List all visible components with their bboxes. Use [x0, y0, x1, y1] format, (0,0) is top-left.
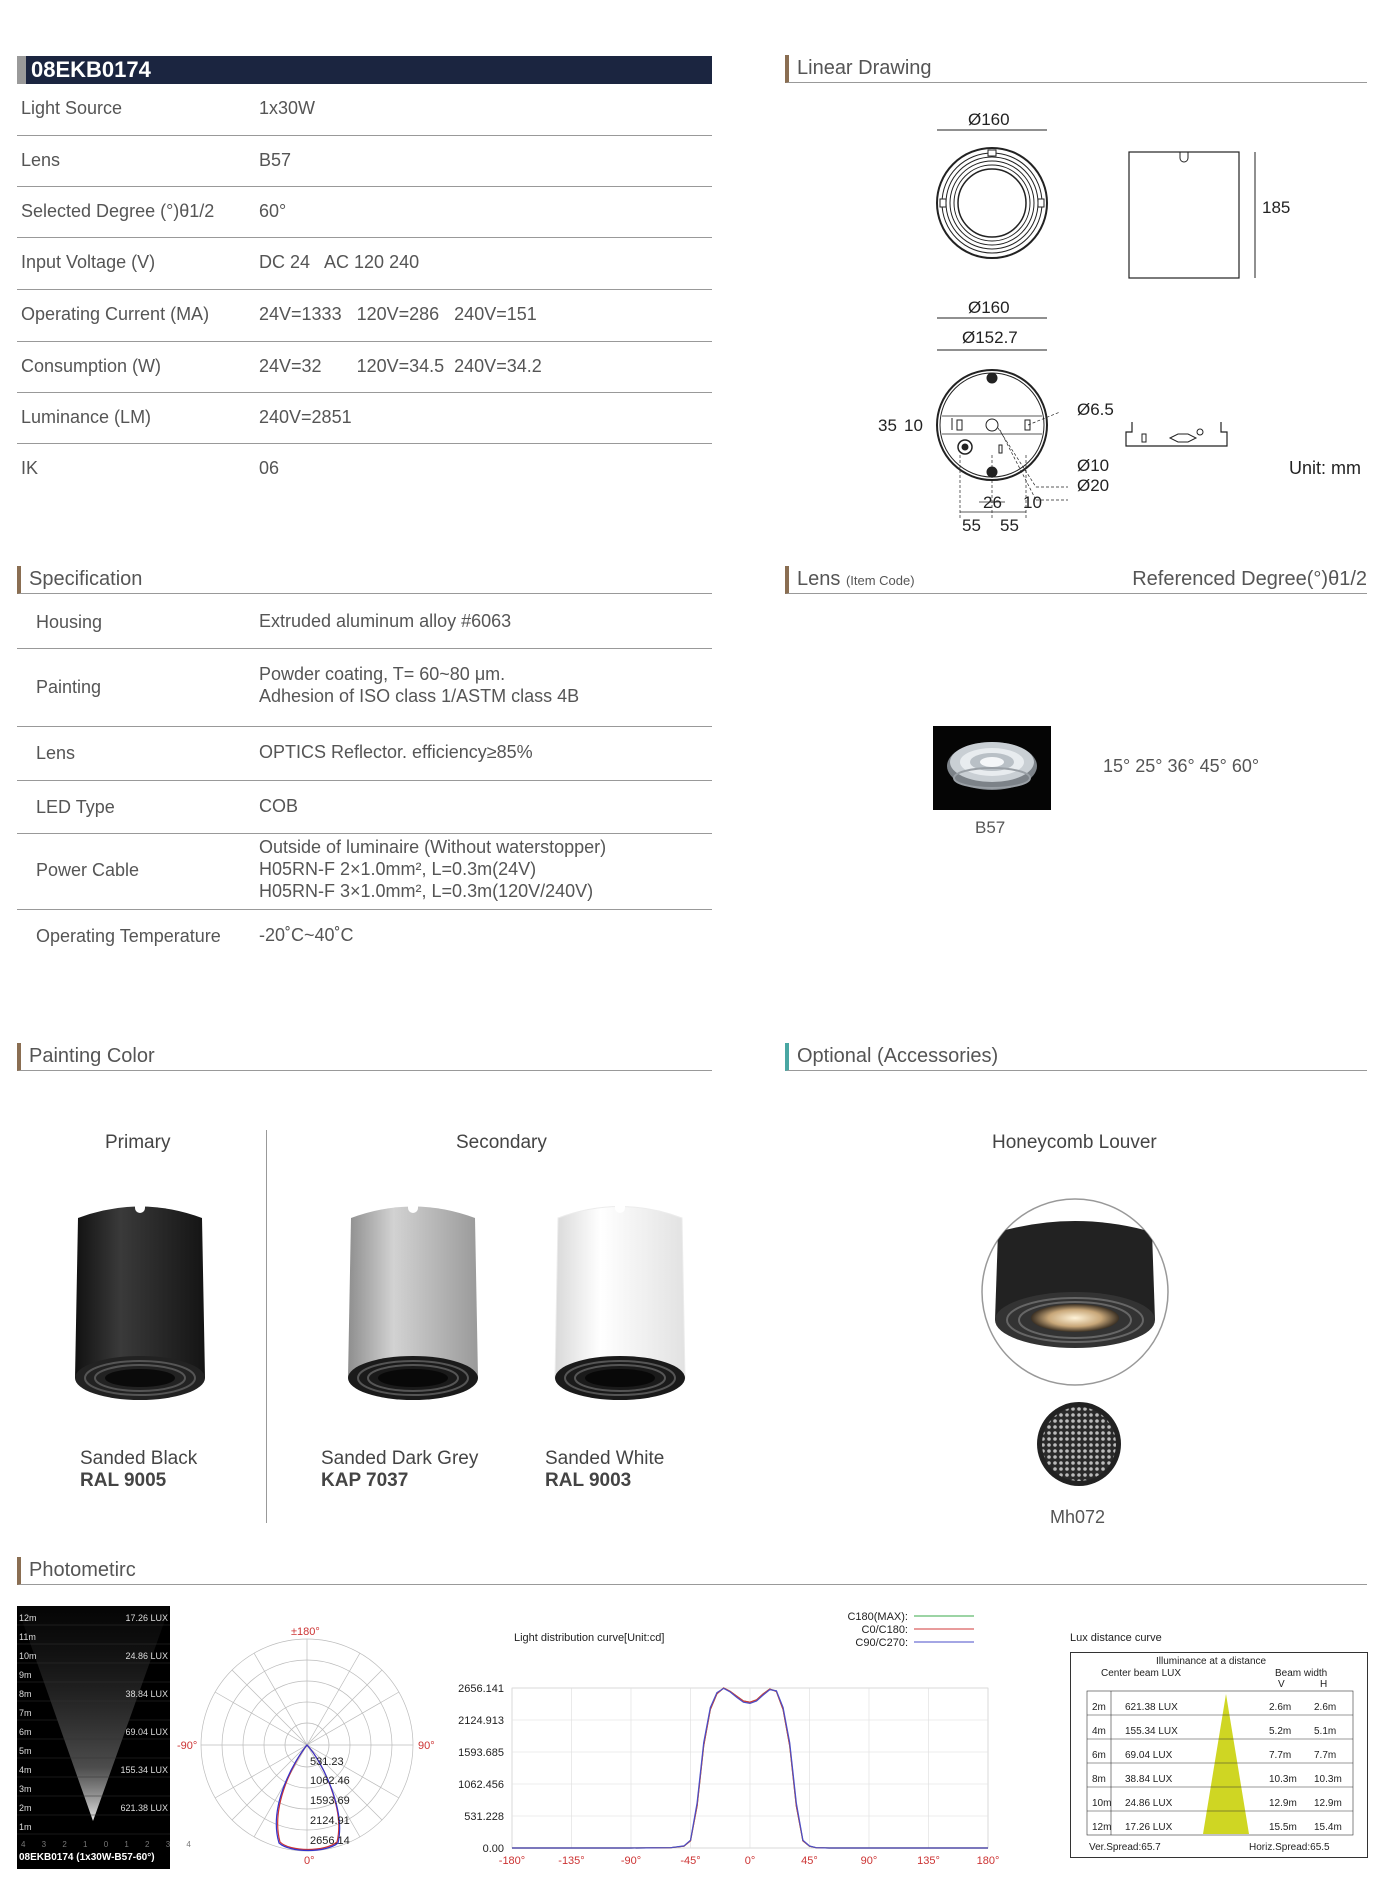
spec-value-line: H05RN-F 3×1.0mm², L=0.3m(120V/240V): [259, 881, 594, 901]
spec-value-line: Outside of luminaire (Without waterstopper): [259, 837, 607, 857]
spec-value-line: H05RN-F 2×1.0mm², L=0.3m(24V): [259, 859, 537, 879]
y-tick-label: 1593.685: [458, 1747, 504, 1759]
swatch-name-black: Sanded Black: [80, 1448, 198, 1469]
beam-row: [19, 1723, 168, 1742]
swatch-name-dark-grey: Sanded Dark Grey: [321, 1448, 479, 1469]
lux-row-h: 7.7m: [1314, 1750, 1337, 1761]
spec-label: Lens: [36, 743, 76, 763]
dim-35: 35: [878, 416, 897, 435]
beam-row: [19, 1704, 168, 1723]
lens-degrees: 15° 25° 36° 45° 60°: [1103, 756, 1260, 776]
spec-label: Lens: [21, 150, 61, 170]
side-view: [1129, 152, 1255, 278]
spec-label: Luminance (LM): [21, 407, 152, 427]
beam-row-distance: 12m: [19, 1613, 37, 1623]
swatch-code-dark-grey: KAP 7037: [321, 1470, 409, 1491]
beam-row-distance: 3m: [19, 1784, 32, 1794]
dim-height-185: 185: [1262, 198, 1291, 217]
lens-image: [933, 726, 1051, 810]
color-divider: [266, 1130, 267, 1523]
beam-row: [19, 1628, 168, 1647]
polar-label-left: -90°: [177, 1740, 198, 1752]
unit-label: Unit: mm: [1289, 458, 1361, 478]
x-tick-label: 135°: [917, 1855, 940, 1867]
beam-row-distance: 10m: [19, 1651, 37, 1661]
spec-row-consumption: [17, 342, 712, 393]
lux-col-beam: Beam width: [1275, 1668, 1328, 1679]
legend-label: C90/C270:: [855, 1637, 908, 1649]
lux-row-lux: 38.84 LUX: [1125, 1774, 1173, 1785]
photometric-title: Photometirc: [17, 1557, 1367, 1585]
chart-title: Light distribution curve[Unit:cd]: [514, 1632, 665, 1644]
beam-row-lux: 69.04 LUX: [125, 1727, 168, 1737]
model-title: 08EKB0174: [17, 56, 712, 84]
polar-ring-label: 531.23: [310, 1756, 344, 1768]
beam-row-distance: 2m: [19, 1803, 32, 1813]
lux-table: [1070, 1652, 1368, 1858]
beam-row-distance: 4m: [19, 1765, 32, 1775]
chart-x-ticks: [499, 1855, 1000, 1867]
swatch-code-black: RAL 9005: [80, 1470, 167, 1491]
lux-row-v: 7.7m: [1269, 1750, 1292, 1761]
spec-label: Painting: [36, 677, 102, 697]
polar-ring-label: 1062.46: [310, 1775, 350, 1787]
spec-painting: [17, 649, 712, 727]
y-tick-label: 2656.141: [458, 1683, 504, 1695]
spec-value: [259, 663, 579, 707]
lux-ver-spread: Ver.Spread:65.7: [1089, 1842, 1161, 1853]
fixture-dark-grey: [333, 1190, 493, 1415]
beam-row: [19, 1685, 168, 1704]
chart-grid: [512, 1688, 988, 1848]
fixture-white: [540, 1190, 700, 1415]
polar-label-bottom: 0°: [304, 1855, 315, 1867]
painting-color-title: Painting Color: [17, 1043, 712, 1071]
lux-row-h: 2.6m: [1314, 1702, 1337, 1713]
dim-diameter-160-mount: Ø160: [968, 298, 1010, 317]
lux-row-distance: 2m: [1092, 1702, 1106, 1713]
lux-row-distance: 10m: [1092, 1798, 1112, 1809]
light-distribution-chart: [440, 1600, 1065, 1875]
legend-label: C180(MAX):: [847, 1611, 908, 1623]
chart-legend: [847, 1611, 974, 1649]
beam-row-distance: 7m: [19, 1708, 32, 1718]
beam-row: [19, 1609, 168, 1628]
lux-rows: [1089, 1696, 1353, 1840]
beam-row: [19, 1780, 168, 1799]
lux-row-v: 5.2m: [1269, 1726, 1292, 1737]
spec-label: Selected Degree (°)θ1/2: [21, 201, 215, 221]
beam-row-distance: 11m: [19, 1632, 36, 1642]
spec-row-ik: [17, 444, 712, 496]
lux-row-h: 5.1m: [1314, 1726, 1337, 1737]
spec-value: 1x30W: [259, 98, 316, 118]
polar-ring-label: 2656.14: [310, 1835, 350, 1847]
x-tick-label: 90°: [860, 1855, 878, 1867]
beam-row: [19, 1647, 168, 1666]
lux-row: [1089, 1792, 1353, 1816]
lux-col-h: H: [1320, 1679, 1328, 1690]
spec-value: Extruded aluminum alloy #6063: [259, 611, 512, 631]
x-tick-label: -135°: [558, 1855, 585, 1867]
spec-lens: [17, 727, 712, 781]
beam-row-distance: 1m: [19, 1822, 32, 1832]
polar-ring-label: 1593.69: [310, 1795, 350, 1807]
lux-col-v: V: [1278, 1679, 1285, 1690]
lens-right-title: Referenced Degree(°)θ1/2: [1132, 568, 1367, 590]
spec-value-line: Adhesion of ISO class 1/ASTM class 4B: [259, 686, 580, 706]
spec-label: LED Type: [36, 797, 115, 817]
beam-row-distance: 8m: [19, 1689, 32, 1699]
spec-value: 60°: [259, 201, 287, 221]
lux-col-center: Center beam LUX: [1101, 1668, 1182, 1679]
lux-row-lux: 621.38 LUX: [1125, 1702, 1178, 1713]
legend-label: C0/C180:: [861, 1624, 908, 1636]
spec-row-degree: [17, 187, 712, 238]
spec-value: -20˚C~40˚C: [259, 925, 354, 945]
lux-row-lux: 155.34 LUX: [1125, 1726, 1178, 1737]
lens-section-title: [785, 566, 1367, 594]
spec-row-luminance: [17, 393, 712, 444]
spec-value: DC 24 AC 120 240: [259, 252, 420, 272]
dim-55-right: 55: [1000, 516, 1019, 535]
spec-row-lens: [17, 136, 712, 187]
beam-row-lux: 24.86 LUX: [125, 1651, 168, 1661]
spec-value: 24V=1333 120V=286 240V=151: [259, 304, 537, 324]
beam-row-lux: 155.34 LUX: [120, 1765, 168, 1775]
lux-row: [1089, 1720, 1353, 1744]
dim-diameter-20: Ø20: [1077, 476, 1110, 495]
x-tick-label: -180°: [498, 1855, 526, 1867]
polar-label-right: 90°: [418, 1740, 435, 1752]
dim-10-left: 10: [904, 416, 923, 435]
beam-row-distance: 9m: [19, 1670, 32, 1680]
lux-table-heading: Illuminance at a distance: [1156, 1656, 1267, 1667]
beam-row-distance: 5m: [19, 1746, 32, 1756]
lux-row-v: 10.3m: [1269, 1774, 1297, 1785]
polar-ring-label: 2124.91: [310, 1815, 350, 1827]
x-tick-label: -45°: [680, 1855, 701, 1867]
lux-row-lux: 17.26 LUX: [1125, 1822, 1173, 1833]
spec-value: OPTICS Reflector. efficiency≥85%: [259, 742, 533, 762]
dim-10-bottom: 10: [1023, 493, 1042, 512]
spec-label: Housing: [36, 612, 103, 632]
spec-label: IK: [21, 458, 39, 478]
swatch-name-white: Sanded White: [545, 1448, 665, 1469]
beam-scale: 4 3 2 1 0 1 2 3 4: [21, 1840, 198, 1849]
spec-label: Power Cable: [36, 860, 140, 880]
lux-row-distance: 6m: [1092, 1750, 1106, 1761]
dim-diameter-160-top: Ø160: [968, 110, 1010, 129]
lux-row-distance: 4m: [1092, 1726, 1106, 1737]
beam-row: [19, 1742, 168, 1761]
lux-hor-spread: Horiz.Spread:65.5: [1249, 1842, 1330, 1853]
lux-row: [1089, 1816, 1353, 1840]
chart-y-ticks: [458, 1683, 504, 1855]
x-tick-label: 45°: [801, 1855, 818, 1867]
beam-image: [17, 1606, 198, 1869]
accessory-code: Mh072: [1050, 1507, 1106, 1527]
y-tick-label: 531.228: [464, 1811, 504, 1823]
beam-caption: 08EKB0174 (1x30W-B57-60°): [19, 1852, 155, 1863]
lux-curve-title: Lux distance curve: [1070, 1632, 1162, 1644]
honeycomb-louver-image: [980, 1192, 1170, 1387]
fixture-black: [60, 1190, 220, 1415]
spec-label: Operating Current (MA): [21, 304, 210, 324]
spec-value: [259, 836, 606, 902]
spec-row-current: [17, 290, 712, 342]
lux-row-lux: 69.04 LUX: [1125, 1750, 1173, 1761]
linear-drawing-title: Linear Drawing: [785, 55, 1367, 83]
x-tick-label: -90°: [620, 1855, 642, 1867]
front-view: [937, 130, 1047, 258]
specification-title: Specification: [17, 566, 712, 594]
spec-label: Operating Temperature: [36, 926, 221, 946]
lux-row: [1089, 1696, 1353, 1720]
y-tick-label: 1062.456: [458, 1779, 504, 1791]
accessory-label: Honeycomb Louver: [992, 1132, 1157, 1153]
x-tick-label: 180°: [976, 1855, 1000, 1867]
spec-value: 240V=2851: [259, 407, 352, 427]
beam-row-lux: 38.84 LUX: [125, 1689, 168, 1699]
lens-title-small: (Item Code): [845, 573, 915, 588]
accessories-title: Optional (Accessories): [785, 1043, 1367, 1071]
honeycomb-insert-image: [1034, 1400, 1124, 1488]
beam-rows: [19, 1609, 168, 1837]
lux-row: [1089, 1744, 1353, 1768]
beam-row: [19, 1761, 168, 1780]
spec-led-type: [17, 781, 712, 834]
lux-row-v: 15.5m: [1269, 1822, 1297, 1833]
lux-row-h: 10.3m: [1314, 1774, 1342, 1785]
spec-label: Consumption (W): [21, 356, 162, 376]
lux-row-v: 12.9m: [1269, 1798, 1297, 1809]
spec-label: Light Source: [21, 98, 123, 118]
y-tick-label: 0.00: [482, 1843, 504, 1855]
beam-row: [19, 1818, 168, 1837]
dim-diameter-152: Ø152.7: [962, 328, 1018, 347]
spec-housing: [17, 596, 712, 649]
bracket-view: [1126, 422, 1227, 446]
beam-row: [19, 1799, 168, 1818]
mount-view: [937, 318, 1068, 520]
spec-value: 06: [259, 458, 280, 478]
primary-label: Primary: [105, 1132, 171, 1153]
spec-value: B57: [259, 150, 292, 170]
beam-row-distance: 6m: [19, 1727, 32, 1737]
spec-row-voltage: [17, 238, 712, 290]
lux-row-lux: 24.86 LUX: [1125, 1798, 1173, 1809]
spec-operating-temp: [17, 910, 712, 964]
lux-row-distance: 8m: [1092, 1774, 1106, 1785]
x-tick-label: 0°: [744, 1855, 756, 1867]
dim-26: 26: [983, 493, 1002, 512]
spec-power-cable: [17, 834, 712, 910]
y-tick-label: 2124.913: [458, 1715, 504, 1727]
dim-diameter-10: Ø10: [1077, 456, 1110, 475]
spec-row-light-source: [17, 84, 712, 136]
lux-row: [1089, 1768, 1353, 1792]
secondary-label: Secondary: [456, 1132, 547, 1153]
dim-55-left: 55: [962, 516, 981, 535]
polar-label-top: ±180°: [291, 1626, 320, 1638]
spec-label: Input Voltage (V): [21, 252, 156, 272]
swatch-code-white: RAL 9003: [545, 1470, 632, 1491]
beam-row-lux: 621.38 LUX: [120, 1803, 168, 1813]
lux-row-distance: 12m: [1092, 1822, 1112, 1833]
dim-diameter-6-5: Ø6.5: [1077, 400, 1114, 419]
spec-value: 24V=32 120V=34.5 240V=34.2: [259, 356, 542, 376]
lux-row-h: 15.4m: [1314, 1822, 1342, 1833]
lux-row-v: 2.6m: [1269, 1702, 1292, 1713]
lens-title: Lens: [797, 568, 841, 590]
beam-row-lux: 17.26 LUX: [125, 1613, 168, 1623]
spec-value: COB: [259, 796, 299, 816]
lens-code: B57: [975, 818, 1006, 837]
spec-value-line: Powder coating, T= 60~80 μm.: [259, 664, 506, 684]
beam-row: [19, 1666, 168, 1685]
lux-row-h: 12.9m: [1314, 1798, 1342, 1809]
